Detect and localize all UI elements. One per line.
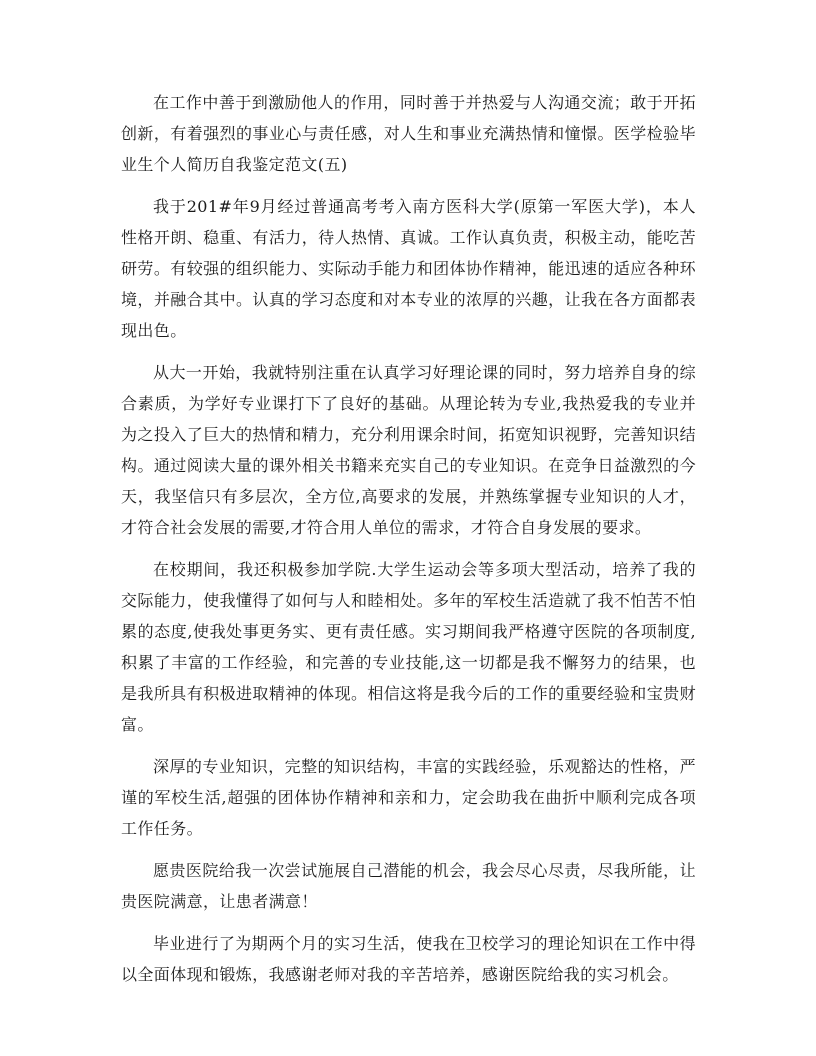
document-body	[121, 87, 696, 1001]
paragraph-2: 我于201#年9月经过普通高考考入南方医科大学(原第一军医大学)，本人性格开朗、稳重、有活力，待人热情、真诚。工作认真负责，积极主动，能吃苦研劳。有较强的组织能力、实际动手能力和团体协作精神，能迅速的适应各种环境，并融合其中。认真的学习态度和对本专业的浓厚的兴趣，让我在各方面都表现出色。	[121, 197, 696, 340]
paragraph-7: 毕业进行了为期两个月的实习生活，使我在卫校学习的理论知识在工作中得以全面体现和锻炼，我感谢老师对我的辛苦培养，感谢医院给我的实习机会。	[121, 934, 696, 984]
paragraph-3: 从大一开始，我就特别注重在认真学习好理论课的同时，努力培养自身的综合素质，为学好专业课打下了良好的基础。从理论转为专业,我热爱我的专业并为之投入了巨大的热情和精力，充分利用课余时间，拓宽知识视野，完善知识结构。通过阅读大量的课外相关书籍来充实自己的专业知识。在竞争日益激烈的今天，我坚信只有多层次，全方位,高要求的发展，并熟练掌握专业知识的人才，才符合社会发展的需要,才符合用人单位的需求，才符合自身发展的要求。	[121, 363, 696, 537]
paragraph-6: 愿贵医院给我一次尝试施展自己潜能的机会，我会尽心尽责，尽我所能，让贵医院满意，让患者满意！	[121, 861, 696, 911]
paragraph-5: 深厚的专业知识，完整的知识结构，丰富的实践经验，乐观豁达的性格，严谨的军校生活,超强的团体协作精神和亲和力，定会助我在曲折中顺利完成各项工作任务。	[121, 757, 696, 838]
paragraph-4: 在校期间，我还积极参加学院.大学生运动会等多项大型活动，培养了我的交际能力，使我懂得了如何与人和睦相处。多年的军校生活造就了我不怕苦不怕累的态度,使我处事更务实、更有责任感。实习期间我严格遵守医院的各项制度,积累了丰富的工作经验，和完善的专业技能,这一切都是我不懈努力的结果，也是我所具有积极进取精神的体现。相信这将是我今后的工作的重要经验和宝贵财富。	[121, 560, 696, 734]
paragraph-1: 在工作中善于到激励他人的作用，同时善于并热爱与人沟通交流；敢于开拓创新，有着强烈的事业心与责任感，对人生和事业充满热情和憧憬。医学检验毕业生个人简历自我鉴定范文(五)	[121, 93, 696, 174]
